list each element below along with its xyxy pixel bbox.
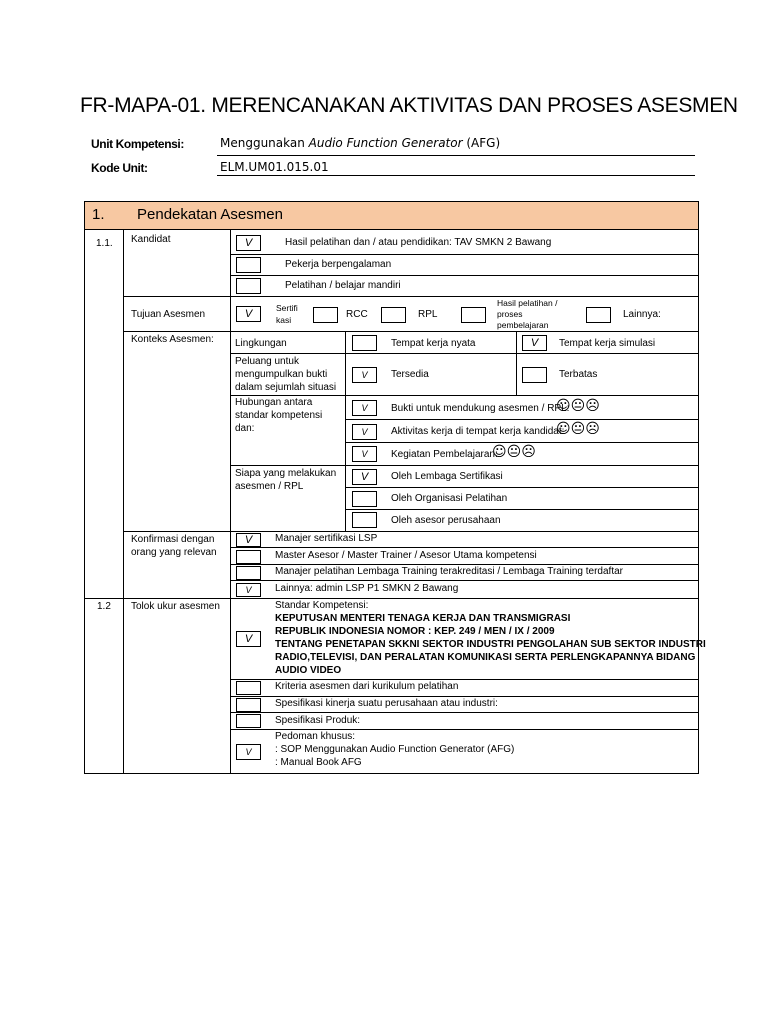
tujuan-lainnya-label: Lainnya:	[623, 309, 661, 320]
unit-label: Unit Kompetensi:	[91, 137, 184, 151]
grid-line	[123, 331, 698, 332]
grid-line	[230, 679, 698, 680]
grid-line	[345, 487, 698, 488]
tujuan-rcc-label: RCC	[346, 309, 368, 320]
grid-line	[230, 254, 698, 255]
table-border-left	[84, 230, 85, 774]
standar-checkbox[interactable]: V	[236, 631, 261, 647]
section-title: Pendekatan Asesmen	[137, 206, 283, 223]
konfirmasi-master-checkbox[interactable]	[236, 550, 261, 564]
spesifikasi-produk-checkbox[interactable]	[236, 714, 261, 728]
table-border-right	[698, 230, 699, 774]
konteks-tempat-nyata-label: Tempat kerja nyata	[391, 338, 476, 349]
peluang-label-2: mengumpulkan bukti	[235, 369, 328, 380]
grid-line	[345, 331, 346, 531]
konfirmasi-pelatihan-label: Manajer pelatihan Lembaga Training terakreditasi / Lembaga Training terdaftar	[275, 566, 623, 577]
kegiatan-faces-icon: ☺😐☹	[492, 444, 536, 460]
spesifikasi-produk-label: Spesifikasi Produk:	[275, 715, 361, 726]
hubungan-label-3: dan:	[235, 423, 255, 434]
col-divider-label	[230, 230, 231, 774]
spesifikasi-kinerja-label: Spesifikasi kinerja suatu perusahaan atau industri:	[275, 698, 498, 709]
oleh-org-label: Oleh Organisasi Pelatihan	[391, 493, 508, 504]
standar-label: Standar Kompetensi:	[275, 600, 369, 611]
kode-underline	[217, 175, 695, 176]
grid-line	[123, 531, 698, 532]
grid-line	[230, 696, 698, 697]
grid-line	[345, 442, 698, 443]
tujuan-hasil-label-3: pembelajaran	[497, 320, 549, 330]
unit-underline	[217, 155, 695, 156]
tujuan-sertifikasi-checkbox[interactable]: V	[236, 306, 261, 322]
hubungan-label-1: Hubungan antara	[235, 397, 313, 408]
bukti-checkbox[interactable]: V	[352, 400, 377, 416]
grid-line	[230, 712, 698, 713]
standar-line-3: TENTANG PENETAPAN SKKNI SEKTOR INDUSTRI PENGOLAHAN SUB SEKTOR INDUSTRI	[275, 639, 706, 650]
konfirmasi-master-label: Master Asesor / Master Trainer / Asesor Utama kompetensi	[275, 550, 537, 561]
kriteria-label: Kriteria asesmen dari kurikulum pelatihan	[275, 681, 459, 692]
standar-line-5: AUDIO VIDEO	[275, 665, 342, 676]
grid-line	[516, 331, 517, 395]
standar-line-4: RADIO,TELEVISI, DAN PERALATAN KOMUNIKASI SERTA PERLENGKAPANNYA BIDANG	[275, 652, 696, 663]
kode-label: Kode Unit:	[91, 161, 148, 175]
unit-value: Menggunakan Audio Function Generator (AFG)	[220, 136, 501, 150]
konteks-label: Konteks Asesmen:	[131, 334, 214, 345]
standar-line-2: REPUBLIK INDONESIA NOMOR : KEP. 249 / MEN / IX / 2009	[275, 626, 555, 637]
oleh-lsp-checkbox[interactable]: V	[352, 469, 377, 485]
peluang-terbatas-label: Terbatas	[559, 369, 598, 380]
bukti-faces-icon: ☺😐☹	[556, 398, 600, 414]
grid-line	[345, 419, 698, 420]
oleh-lsp-label: Oleh Lembaga Sertifikasi	[391, 471, 503, 482]
tujuan-sertifikasi-label-1: Sertifi	[276, 303, 298, 313]
grid-line	[123, 296, 698, 297]
page-title: FR-MAPA-01. MERENCANAKAN AKTIVITAS DAN PROSES ASESMEN	[80, 94, 738, 117]
kandidat-pekerja-checkbox[interactable]	[236, 257, 261, 273]
grid-line	[230, 564, 698, 565]
kandidat-hasil-label: Hasil pelatihan dan / atau pendidikan: TAV SMKN 2 Bawang	[285, 237, 552, 248]
col-divider-number	[123, 230, 124, 774]
peluang-tersedia-checkbox[interactable]: V	[352, 367, 377, 383]
oleh-asesor-label: Oleh asesor perusahaan	[391, 515, 501, 526]
pedoman-checkbox[interactable]: V	[236, 744, 261, 760]
peluang-label-1: Peluang untuk	[235, 356, 299, 367]
kode-value: ELM.UM01.015.01	[220, 160, 329, 174]
kandidat-pekerja-label: Pekerja berpengalaman	[285, 259, 392, 270]
kandidat-label: Kandidat	[131, 234, 171, 245]
kandidat-mandiri-checkbox[interactable]	[236, 278, 261, 294]
grid-line	[230, 465, 698, 466]
kandidat-mandiri-label: Pelatihan / belajar mandiri	[285, 280, 401, 291]
row-number-1-1: 1.1.	[96, 238, 113, 249]
section-number: 1.	[92, 206, 105, 223]
grid-line	[345, 509, 698, 510]
oleh-org-checkbox[interactable]	[352, 491, 377, 507]
grid-line	[230, 353, 698, 354]
hubungan-label-2: standar kompetensi	[235, 410, 323, 421]
spesifikasi-kinerja-checkbox[interactable]	[236, 698, 261, 712]
tujuan-label: Tujuan Asesmen	[131, 309, 206, 320]
oleh-asesor-checkbox[interactable]	[352, 512, 377, 528]
konteks-tempat-simulasi-checkbox[interactable]: V	[522, 335, 547, 351]
konfirmasi-label-1: Konfirmasi dengan	[131, 534, 215, 545]
konteks-tempat-nyata-checkbox[interactable]	[352, 335, 377, 351]
pedoman-label: Pedoman khusus:	[275, 731, 356, 742]
tujuan-rpl-checkbox[interactable]	[381, 307, 406, 323]
konteks-lingkungan-label: Lingkungan	[235, 338, 287, 349]
kegiatan-checkbox[interactable]: V	[352, 446, 377, 462]
grid-line	[230, 547, 698, 548]
aktivitas-faces-icon: ☺😐☹	[556, 421, 600, 437]
kriteria-checkbox[interactable]	[236, 681, 261, 695]
tujuan-sertifikasi-label-2: kasi	[276, 315, 292, 325]
konfirmasi-lainnya-label: Lainnya: admin LSP P1 SMKN 2 Bawang	[275, 583, 459, 594]
pedoman-line-1: : SOP Menggunakan Audio Function Generator (AFG)	[275, 744, 515, 755]
konteks-tempat-simulasi-label: Tempat kerja simulasi	[559, 338, 656, 349]
konfirmasi-manajer-label: Manajer sertifikasi LSP	[275, 533, 378, 544]
table-border-bottom	[84, 773, 699, 774]
konfirmasi-label-2: orang yang relevan	[131, 547, 217, 558]
row-number-1-2: 1.2	[97, 601, 111, 612]
siapa-label-1: Siapa yang melakukan	[235, 468, 337, 479]
peluang-label-3: dalam sejumlah situasi	[235, 382, 337, 393]
aktivitas-label: Aktivitas kerja di tempat kerja kandidat:	[391, 426, 565, 437]
tujuan-rpl-label: RPL	[418, 309, 438, 320]
tujuan-rcc-checkbox[interactable]	[313, 307, 338, 323]
pedoman-line-2: : Manual Book AFG	[275, 757, 362, 768]
tolok-label: Tolok ukur asesmen	[131, 601, 220, 612]
standar-line-1: KEPUTUSAN MENTERI TENAGA KERJA DAN TRANSMIGRASI	[275, 613, 571, 624]
aktivitas-checkbox[interactable]: V	[352, 424, 377, 440]
bukti-label: Bukti untuk mendukung asesmen / RPL:	[391, 403, 570, 414]
peluang-tersedia-label: Tersedia	[391, 369, 429, 380]
tujuan-lainnya-checkbox[interactable]	[586, 307, 611, 323]
konfirmasi-manajer-checkbox[interactable]: V	[236, 533, 261, 547]
konfirmasi-pelatihan-checkbox[interactable]	[236, 566, 261, 580]
tujuan-hasil-checkbox[interactable]	[461, 307, 486, 323]
tujuan-hasil-label-1: Hasil pelatihan /	[497, 298, 558, 308]
grid-line	[230, 275, 698, 276]
grid-line	[230, 729, 698, 730]
tujuan-hasil-label-2: proses	[497, 309, 523, 319]
grid-line	[230, 395, 698, 396]
siapa-label-2: asesmen / RPL	[235, 481, 304, 492]
grid-line	[230, 580, 698, 581]
kegiatan-label: Kegiatan Pembelajaran:	[391, 449, 498, 460]
row-divider-1-2	[84, 598, 699, 599]
peluang-terbatas-checkbox[interactable]	[522, 367, 547, 383]
konfirmasi-lainnya-checkbox[interactable]: V	[236, 583, 261, 597]
kandidat-hasil-checkbox[interactable]: V	[236, 235, 261, 251]
